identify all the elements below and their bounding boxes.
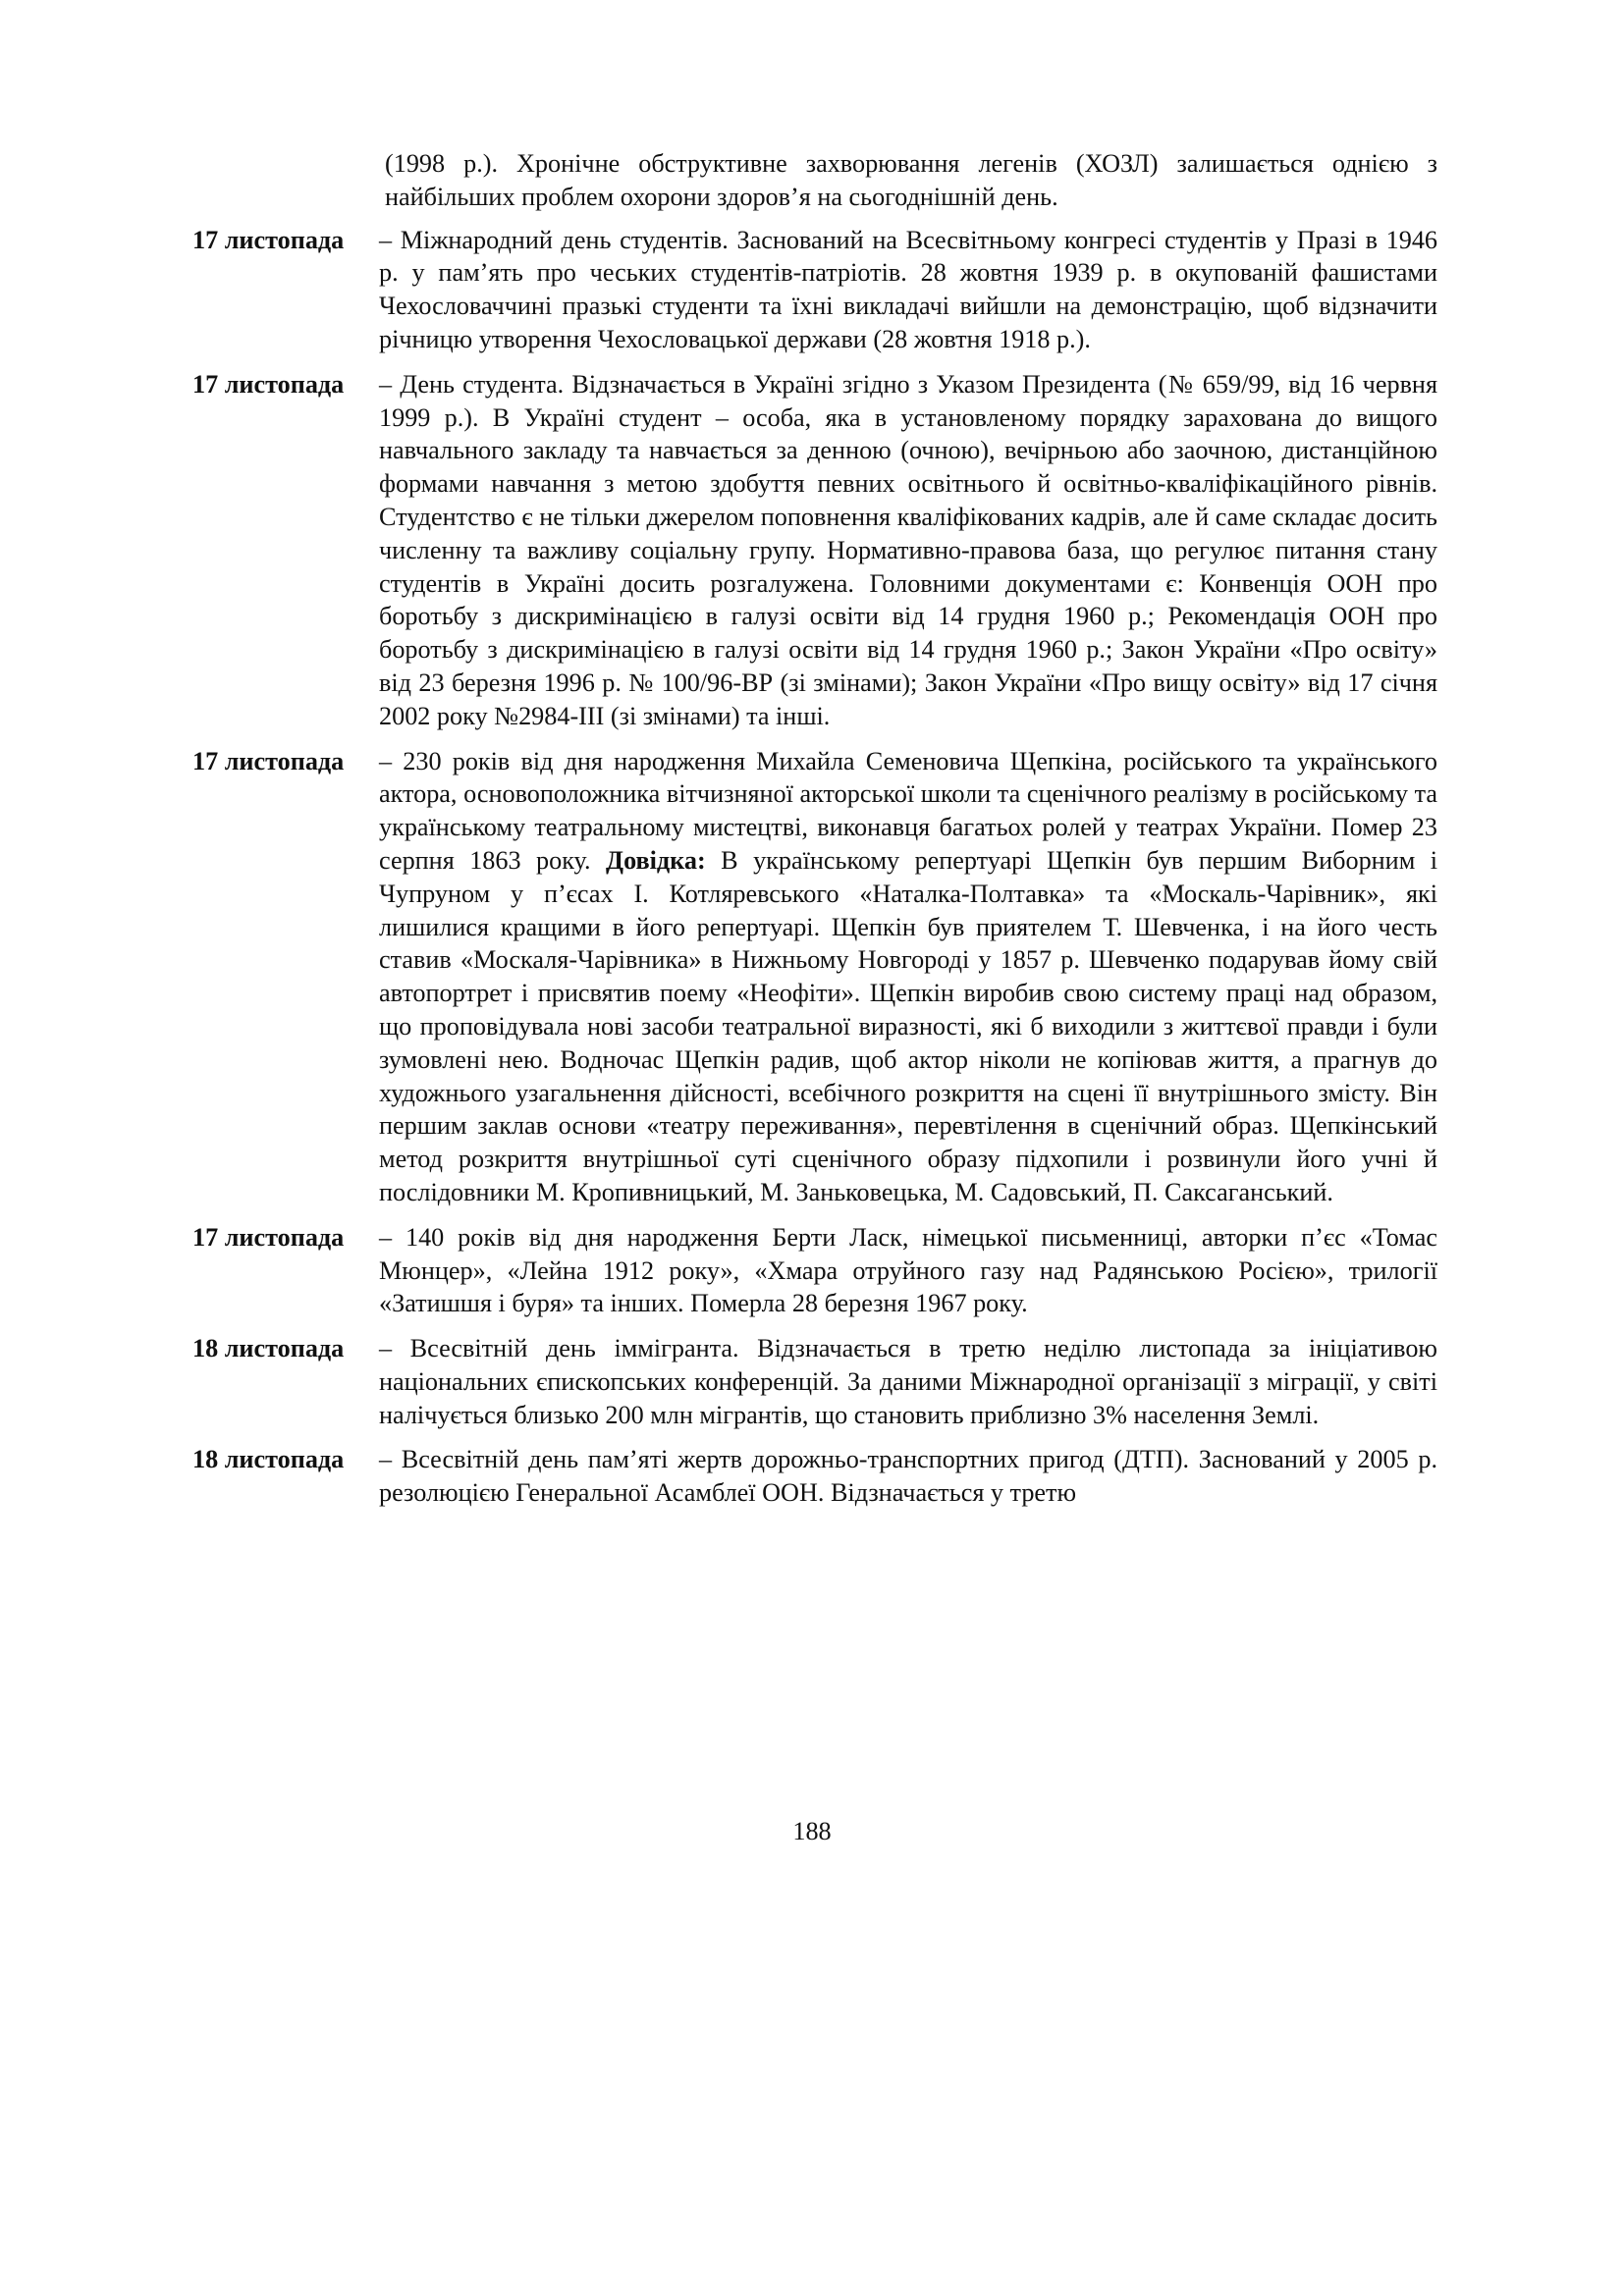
calendar-entry: [192, 1221, 1437, 1320]
calendar-entry: [192, 1332, 1437, 1431]
entry-date: 18 листопада: [192, 1445, 345, 1474]
calendar-entry: [192, 1443, 1437, 1510]
entry-text: – 140 років від дня народження Берти Ласк, німецької письменниці, авторки п’єс «Томас Мюнцер», «Лейна 1912 року», «Хмара отруйного газу над Радянською Росією», трилогії «Затишшя і буря» та інших. Померла 28 березня 1967 року.: [379, 1222, 1437, 1318]
page-number: 188: [792, 1817, 832, 1845]
entry-date: 17 листопада: [192, 1222, 345, 1252]
calendar-entry: [192, 368, 1437, 733]
reference-label: Довідка:: [606, 845, 706, 875]
calendar-entry: [192, 224, 1437, 356]
entry-text-part: – 230 років від дня народження Михайла Семеновича Щепкіна, російського та українського актора, основоположника вітчизняної акторської школи та сценічного реалізму в російському та українському театральному мистецтві, виконавця багатьох ролей у театрах України. Помер 23 серпня 1863 року.: [379, 746, 1437, 875]
entry-date: 17 листопада: [192, 225, 345, 254]
continuation-paragraph: (1998 р.). Хронічне обструктивне захворювання легенів (ХОЗЛ) залишається однією з найбільших проблем охорони здоров’я на сьогоднішній день.: [385, 149, 1437, 211]
document-page: [192, 147, 1437, 1522]
entry-text: – Всесвітній день іммігранта. Відзначається в третю неділю листопада за ініціативою національних єпископських конференцій. За даними Міжнародної організації з міграції, у світі налічується близько 200 млн мігрантів, що становить приблизно 3% населення Землі.: [379, 1334, 1437, 1429]
entry-text: – Міжнародний день студентів. Заснований на Всесвітньому конгресі студентів у Празі в 1946 р. у пам’ять про чеських студентів-патріотів. 28 жовтня 1939 р. в окупованій фашистами Чехословаччині празькі студенти та їхні викладачі вийшли на демонстрацію, щоб відзначити річницю утворення Чехословацької держави (28 жовтня 1918 р.).: [379, 225, 1437, 353]
entry-text-part: В українському репертуарі Щепкін був першим Виборним і Чупруном у п’єсах І. Котляревського «Наталка-Полтавка» та «Москаль-Чарівник», які лишилися кращими в його репертуарі. Щепкін був приятелем Т. Шевченка, і на його честь ставив «Москаля-Чарівника» в Нижньому Новгороді у 1857 р. Шевченко подарував йому свій автопортрет і присвятив поему «Неофіти». Щепкін виробив свою систему праці над образом, що проповідувала нові засоби театральної виразності, які б виходили з життєвої правди і були зумовлені нею. Водночас Щепкін радив, щоб актор ніколи не копіював життя, а прагнув до художнього узагальнення дійсності, всебічного розкриття на сцені її внутрішнього змісту. Він першим заклав основи «театру переживання», перевтілення в сценічний образ. Щепкінський метод розкриття внутрішньої суті сценічного образу підхопили і розвинули його учні й послідовники М. Кропивницький, М. Заньковецька, М. Садовський, П. Саксаганський.: [379, 845, 1437, 1206]
entry-date: 17 листопада: [192, 369, 345, 399]
entry-text: [379, 745, 1437, 1209]
calendar-entry: [192, 745, 1437, 1209]
entry-date: 18 листопада: [192, 1334, 345, 1363]
entry-text: – Всесвітній день пам’яті жертв дорожньо-транспортних пригод (ДТП). Заснований у 2005 р. резолюцією Генеральної Асамблеї ООН. Відзначається у третю: [379, 1445, 1437, 1508]
entry-date: 17 листопада: [192, 746, 345, 775]
entry-text: – День студента. Відзначається в Україні згідно з Указом Президента (№ 659/99, від 16 червня 1999 р.). В Україні студент – особа, яка в установленому порядку зарахована до вищого навчального закладу та навчається за денною (очною), вечірньою або заочною, дистанційною формами навчання з метою здобуття певних освітнього й освітньо-кваліфікаційного рівнів. Студентство є не тільки джерелом поповнення кваліфікованих кадрів, але й саме складає досить численну та важливу соціальну групу. Нормативно-правова база, що регулює питання стану студентів в Україні досить розгалужена. Головними документами є: Конвенція ООН про боротьбу з дискримінацією в галузі освіти від 14 грудня 1960 р.; Рекомендація ООН про боротьбу з дискримінацією в галузі освіти від 14 грудня 1960 р.; Закон України «Про освіту» від 23 березня 1996 р. № 100/96-ВР (зі змінами); Закон України «Про вищу освіту» від 17 січня 2002 року №2984-III (зі змінами) та інші.: [379, 369, 1437, 730]
